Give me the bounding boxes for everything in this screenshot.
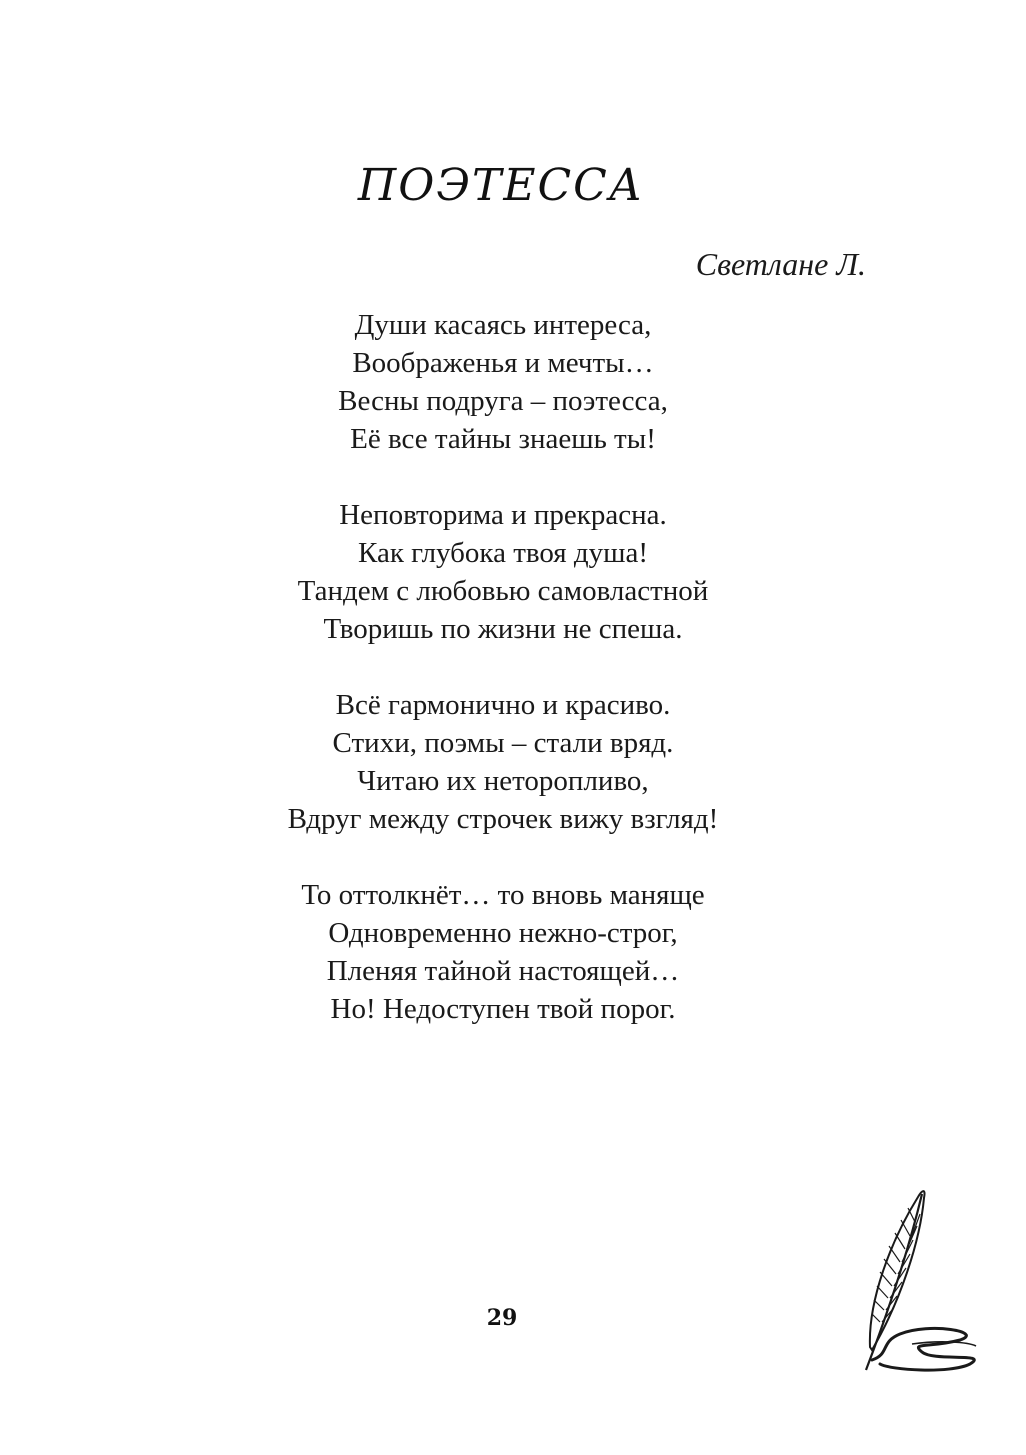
poem-line: Одновременно нежно-строг,	[328, 917, 678, 949]
poem-line: Вдруг между строчек вижу взгляд!	[287, 803, 719, 835]
poem-dedication: Светлане Л.	[695, 246, 866, 282]
stanza	[0, 686, 1006, 838]
quill-pen-icon	[850, 1182, 1000, 1382]
poem-line: Пленяя тайной настоящей…	[326, 955, 680, 987]
poem-line: Всё гармонично и красиво.	[335, 689, 671, 721]
poem-line: То оттолкнёт… то вновь маняще	[301, 879, 705, 911]
poem-line: Тандем с любовью самовластной	[297, 575, 709, 607]
page-number: 29	[486, 1305, 518, 1331]
poem-line: Воображенья и мечты…	[352, 347, 654, 379]
poem-line: Души касаясь интереса,	[354, 309, 652, 341]
poem-line: Весны подруга – поэтесса,	[338, 385, 668, 417]
poem-line: Творишь по жизни не спеша.	[323, 613, 683, 645]
poem-title: ПОЭТЕССА	[357, 160, 645, 211]
stanza	[0, 496, 1006, 648]
poem-line: Но! Недоступен твой порог.	[330, 993, 676, 1025]
stanza	[0, 876, 1006, 1028]
stanza	[0, 306, 1006, 458]
poem-line: Стихи, поэмы – стали вряд.	[332, 727, 674, 759]
poem-line: Её все тайны знаешь ты!	[350, 423, 656, 455]
poem-body	[0, 306, 1006, 1066]
poem-line: Читаю их неторопливо,	[357, 765, 649, 797]
poem-line: Неповторима и прекрасна.	[339, 499, 667, 531]
poem-line: Как глубока твоя душа!	[357, 537, 649, 569]
